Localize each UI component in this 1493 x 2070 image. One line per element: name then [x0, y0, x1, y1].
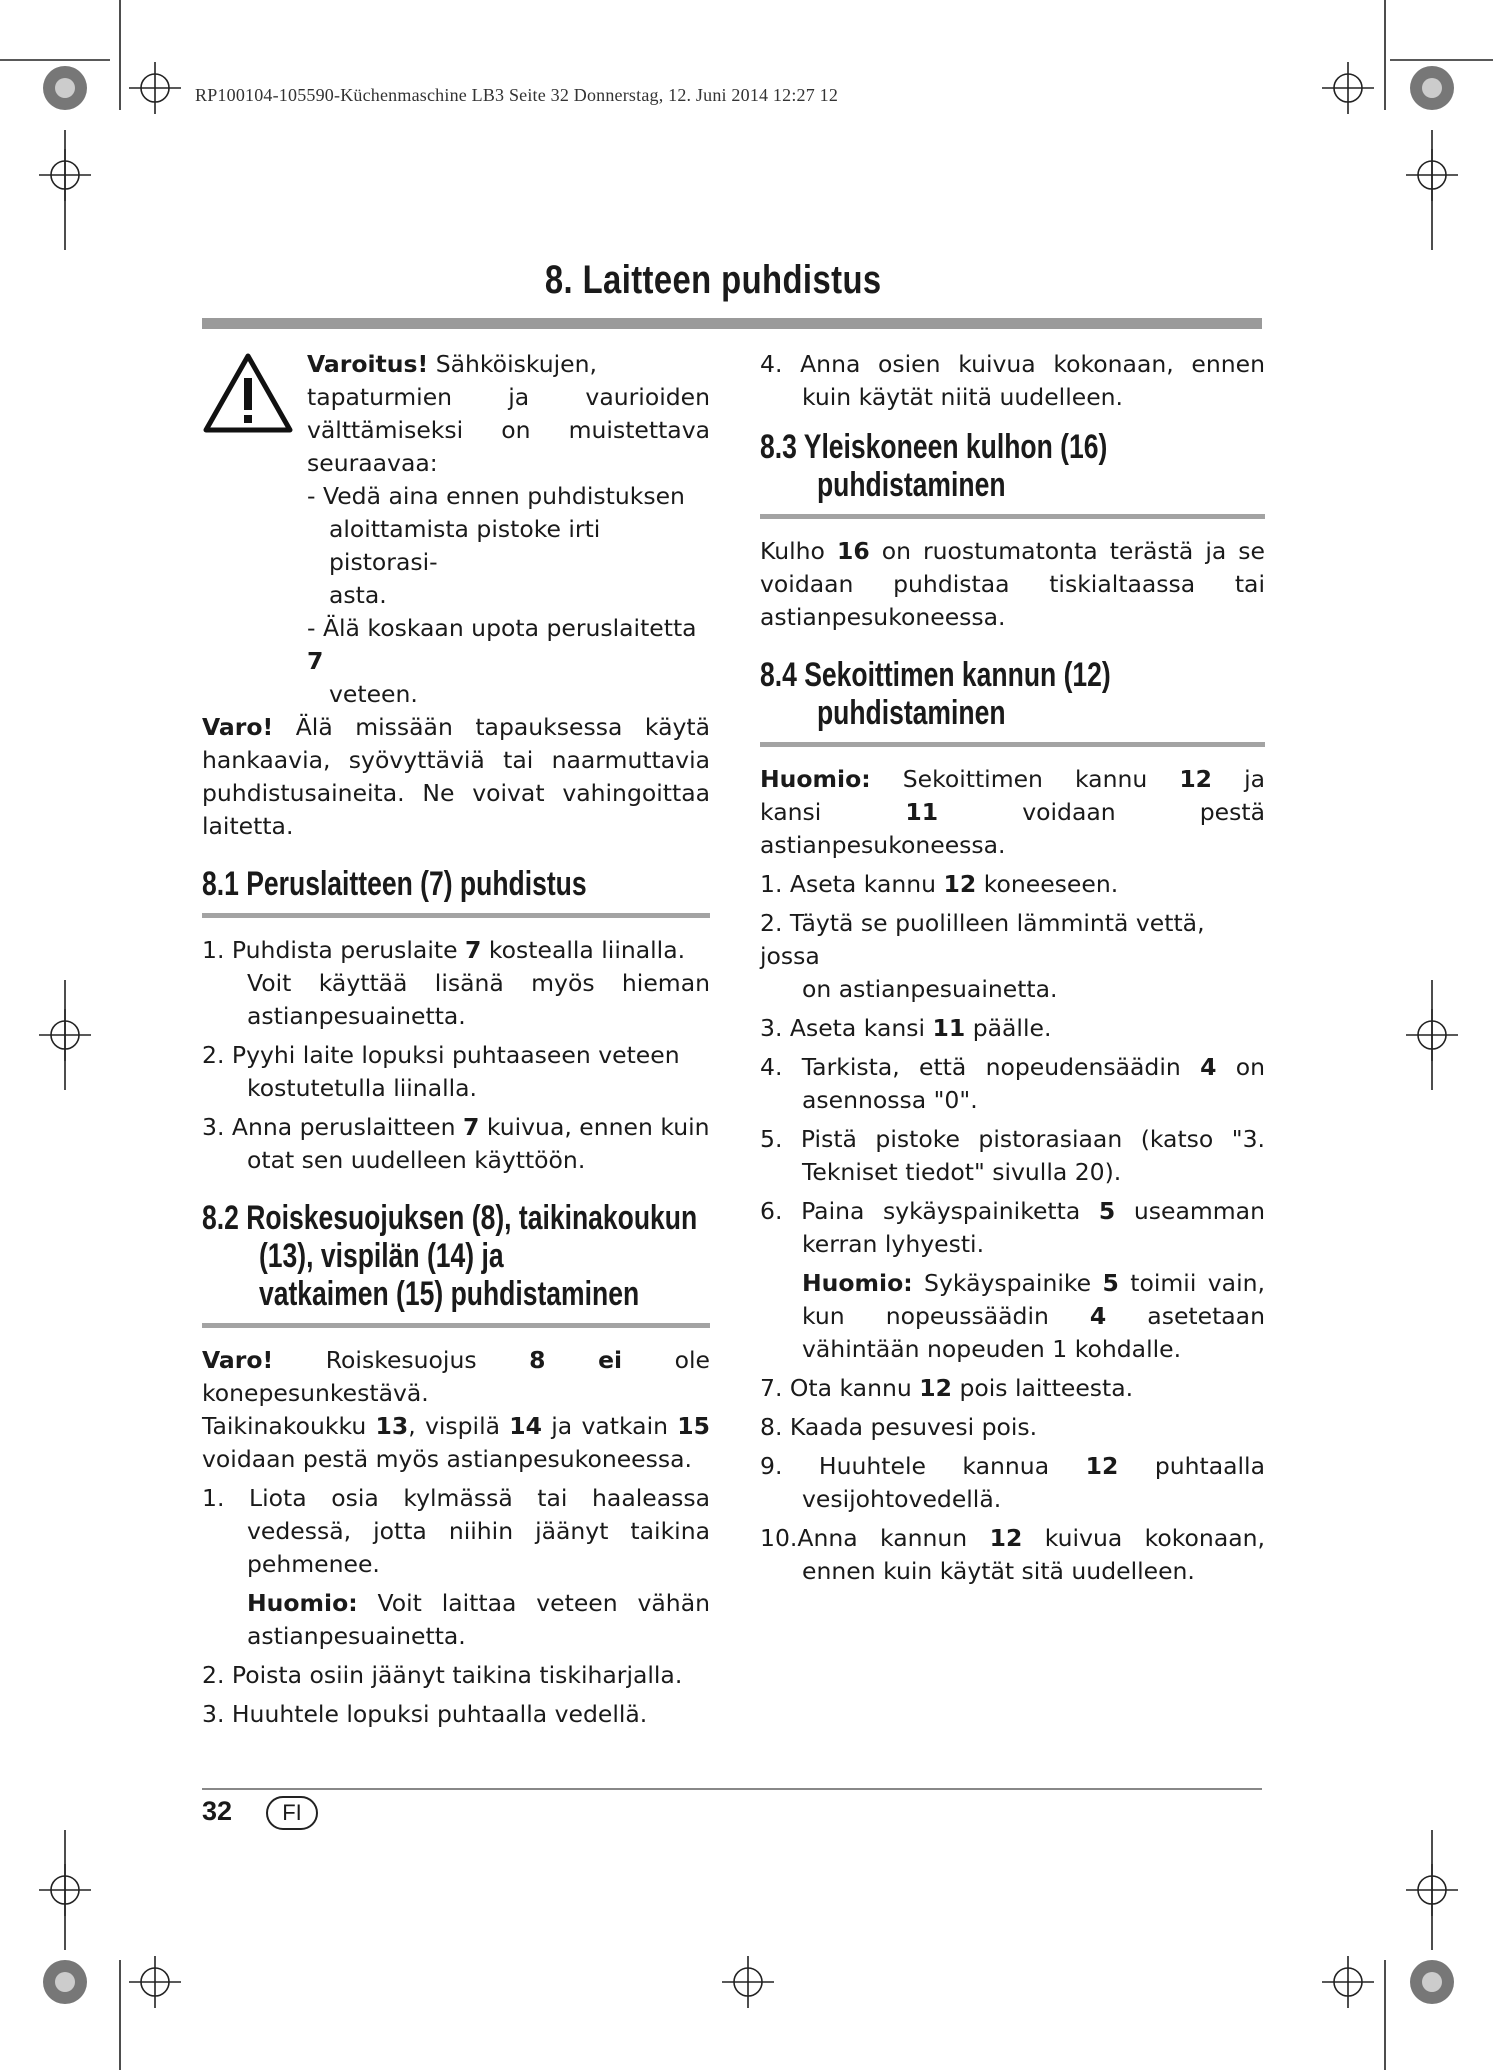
- print-slug-line: RP100104-105590-Küchenmaschine LB3 Seite 32 Donnerstag, 12. Juni 2014 12:27 12: [195, 85, 839, 105]
- section-rule: [202, 913, 710, 918]
- section-heading-8-1: 8.1 Peruslaitteen (7) puhdistus: [202, 865, 587, 903]
- section-rule: [202, 1323, 710, 1328]
- section-heading-8-2: 8.2 Roiskesuojuksen (8), taikinakoukun: [202, 1199, 698, 1237]
- section-heading-8-4: 8.4 Sekoittimen kannun (12): [760, 656, 1111, 694]
- chapter-title: 8. Laitteen puhdistus: [545, 258, 882, 302]
- warning-line: Varoitus! Sähköiskujen,: [307, 350, 597, 378]
- s82-step: 3. Huuhtele lopuksi puhtaalla vedellä.: [202, 1700, 648, 1728]
- chapter-rule: [202, 318, 1262, 329]
- warning-line: seuraavaa:: [307, 449, 438, 477]
- s84-step: 6. Paina sykäyspainiketta 5 useamman: [760, 1197, 1265, 1225]
- language-badge: FI: [266, 1796, 318, 1830]
- page-number: 32: [202, 1796, 233, 1826]
- s81-step: 3. Anna peruslaitteen 7 kuivua, ennen kuin otat sen uudelleen käyttöön.: [202, 1113, 710, 1174]
- s84-step: 9. Huuhtele kannua 12 puhtaalla: [760, 1452, 1265, 1480]
- right-column: 4. Anna osien kuivua kokonaan, ennen kuin käytät niitä uudelleen. 8.3 Yleiskoneen kulhon (16) puhdistaminen Kulho 16 on ruostumatonta terästä ja se voidaan puhdistaa tiskialtaassa tai astianpesukoneessa. 8.4 Sekoittimen kannun (12) puhdistaminen Huomio: Sekoittimen kannu 12 ja kansi 11 voidaan pestä astianpesukoneessa. 1. Aseta kannu 12 koneeseen. 2. Täytä se puolilleen lämmintä vettä, jossa on astianpesuainetta. 3. Aseta kansi 11 päälle. 4. Tarkista, että nopeudensäädin 4 on asennossa "0". 5. Pistä pistoke pistorasiaan (katso "3. Tekniset tiedot" sivulla 20). 6. Paina sykäyspainiketta 5 useamman kerran lyhyesti. Huomio: Sykäyspainike 5 toimii vain, kun nopeussäädin 4 asetetaan vähintään nopeuden 1 kohdalle. 7. Ota kannu 12 pois laitteesta. 8. Kaada pesuvesi pois. 9. Huuhtele kannua 12 puhtaalla vesijohtovedellä. 10.Anna kannun 12 kuivua kokonaan, ennen kuin käytät sitä uudelleen.: [760, 350, 1265, 1585]
- s83-paragraph: Kulho 16 on ruostumatonta terästä ja se: [760, 537, 1265, 565]
- section-heading-8-3: 8.3 Yleiskoneen kulhon (16): [760, 428, 1108, 466]
- s82-paragraph: Taikinakoukku 13, vispilä 14 ja vatkain 15: [202, 1412, 710, 1440]
- s82-caution: Varo! Roiskesuojus 8 ei ole: [202, 1346, 710, 1374]
- warning-item: - Vedä aina ennen puhdistuksen aloittamista pistoke irti pistorasi- asta.: [307, 482, 685, 609]
- s84-note: Huomio: Sekoittimen kannu 12 ja: [760, 765, 1265, 793]
- section-rule: [760, 742, 1265, 747]
- warning-line: välttämiseksi on muistettava: [307, 416, 710, 444]
- s84-step: 7. Ota kannu 12 pois laitteesta.: [760, 1374, 1134, 1402]
- warning-block: [202, 348, 710, 711]
- caution-label: Varo!: [202, 713, 274, 741]
- footer-rule: [202, 1788, 1262, 1790]
- section-rule: [760, 514, 1265, 519]
- s84-step: 5. Pistä pistoke pistorasiaan (katso "3.: [760, 1125, 1265, 1153]
- s84-step: 1. Aseta kannu 12 koneeseen.: [760, 870, 1119, 898]
- warning-line: tapaturmien ja vaurioiden: [307, 383, 710, 411]
- s84-step: 10.Anna kannun 12 kuivua kokonaan,: [760, 1524, 1265, 1552]
- warning-triangle-icon: [202, 352, 294, 434]
- s82-step: 1. Liota osia kylmässä tai haaleassa vedessä, jotta niihin jäänyt taikina pehmenee. Huomio: Voit laittaa veteen vähän astianpesuainetta.: [202, 1484, 710, 1650]
- s84-step: 8. Kaada pesuvesi pois.: [760, 1413, 1038, 1441]
- s84-step: 2. Täytä se puolilleen lämmintä vettä, jossa: [760, 909, 1205, 970]
- s82-step: 2. Poista osiin jäänyt taikina tiskiharjalla.: [202, 1661, 683, 1689]
- caution-block: Varo! Älä missään tapauksessa käytä hankaavia, syövyttäviä tai naarmuttavia puhdistusaineita. Ne voivat vahingoittaa laitetta.: [202, 713, 710, 840]
- s81-step: 1. Puhdista peruslaite 7 kostealla liinalla. Voit käyttää lisänä myös hieman astianpesuainetta.: [202, 936, 710, 1030]
- s84-step: 3. Aseta kansi 11 päälle.: [760, 1014, 1052, 1042]
- left-column: Varoitus! Sähköiskujen, tapaturmien ja vaurioiden välttämiseksi on muistettava seuraavaa: - Vedä aina ennen puhdistuksen aloittamista pistoke irti pistorasi- asta. - Älä koskaan upota peruslaitetta 7 veteen. Varo! Älä missään tapauksessa käytä hankaavia, syövyttäviä tai naarmuttavia puhdistusaineita. Ne voivat vahingoittaa laitetta. 8.1 Peruslaitteen (7) puhdistus 1. Puhdista peruslaite 7 kostealla liinalla. Voit käyttää lisänä myös hieman astianpesuainetta. 2. Pyyhi laite lopuksi puhtaaseen veteen kostutetulla liinalla. 3. Anna peruslaitteen 7 kuivua, ennen kuin otat sen uudelleen käyttöön. 8.2 Roiskesuojuksen (8), taikinakoukun (13), vispilän (14) ja vatkaimen (15) puhdistaminen Varo! Roiskesuojus 8 ei ole konepesunkestävä. Taikinakoukku 13, vispilä 14 ja vatkain 15 voidaan pestä myös astianpesukoneessa. 1. Liota osia kylmässä tai haaleassa vedessä, jotta niihin jäänyt taikina pehmenee. Huomio: Voit laittaa veteen vähän astianpesuainetta. 2. Poista osiin jäänyt taikina tiskiharjalla. 3. Huuhtele lopuksi puhtaalla vedellä.: [202, 348, 710, 1731]
- warning-label: Varoitus!: [307, 350, 429, 378]
- warning-item: - Älä koskaan upota peruslaitetta 7 veteen.: [307, 614, 697, 708]
- s84-step: 4. Tarkista, että nopeudensäädin 4 on: [760, 1053, 1265, 1081]
- s81-step: 2. Pyyhi laite lopuksi puhtaaseen veteen kostutetulla liinalla.: [202, 1041, 680, 1102]
- s82-step-continued: 4. Anna osien kuivua kokonaan, ennen kuin käytät niitä uudelleen.: [760, 350, 1265, 411]
- s84-note-2: Huomio: Sykäyspainike 5 toimii vain,: [802, 1269, 1265, 1297]
